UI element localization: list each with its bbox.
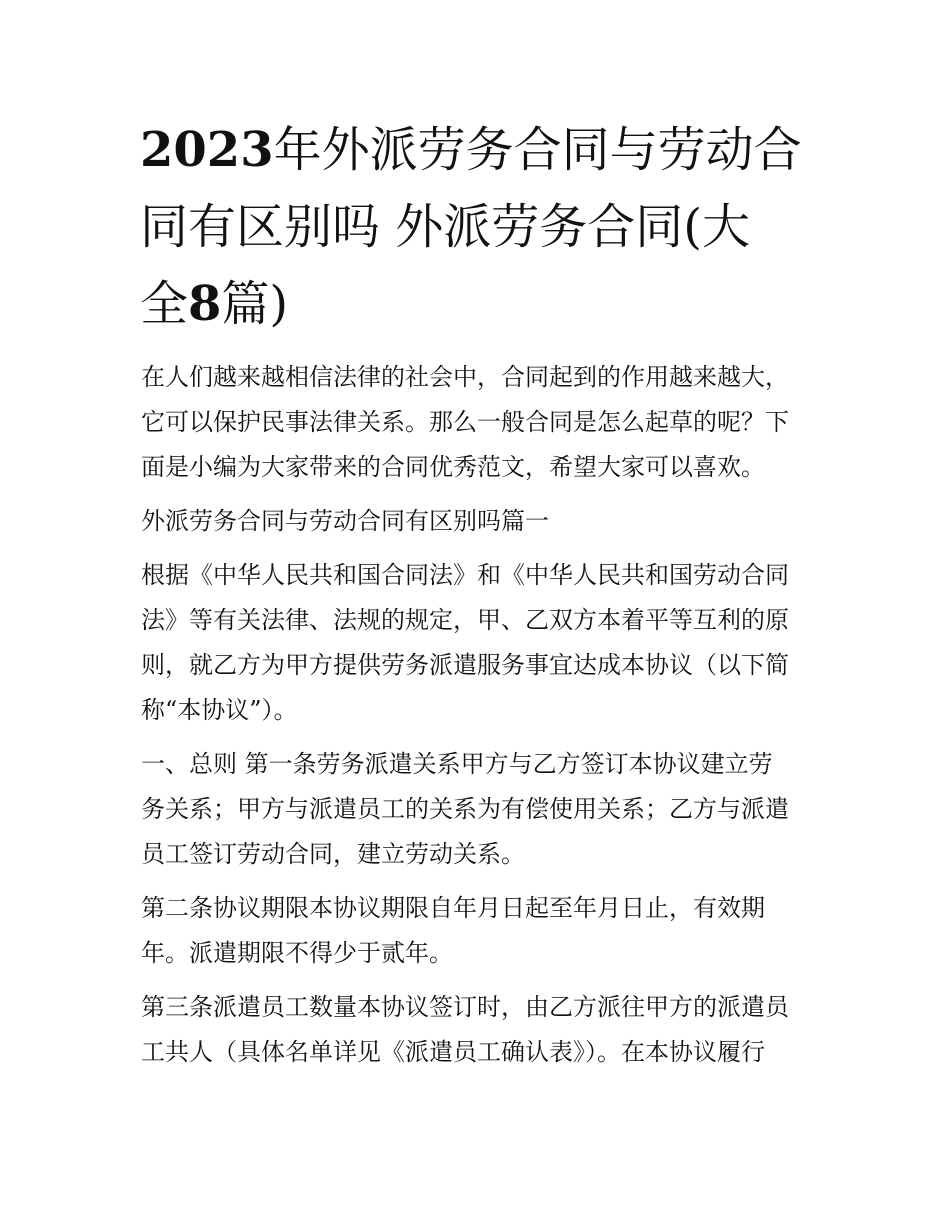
paragraph-intro <box>141 355 821 490</box>
title-line-1 <box>140 112 820 189</box>
text-line: 称“本协议”）。 <box>141 696 298 724</box>
paragraph-article-2 <box>141 886 821 976</box>
text-line: 在人们越来越相信法律的社会中，合同起到的作用越来越大， <box>141 363 789 391</box>
title-count: 8 <box>188 276 222 332</box>
title-line-3 <box>140 266 820 343</box>
text-line: 年。派遣期限不得少于贰年。 <box>141 939 453 967</box>
text-line: 根据《中华人民共和国合同法》和《中华人民共和国劳动合同 <box>141 561 789 589</box>
text-line: 员工签订劳动合同，建立劳动关系。 <box>141 840 525 868</box>
document-body <box>141 355 821 1075</box>
paragraph-article-1 <box>141 742 821 877</box>
text-line: 外派劳务合同与劳动合同有区别吗篇一 <box>141 507 549 535</box>
text-line: 法》等有关法律、法规的规定，甲、乙双方本着平等互利的原 <box>141 606 789 634</box>
title-line-2: 同有区别吗 外派劳务合同(大 <box>140 199 750 255</box>
document-title <box>140 112 820 343</box>
title-year: 2023 <box>140 122 274 178</box>
text-line: 工共人（具体名单详见《派遣员工确认表》）。在本协议履行 <box>141 1038 765 1066</box>
text-line: 第二条协议期限本协议期限自年月日起至年月日止，有效期 <box>141 894 765 922</box>
section-heading <box>141 499 821 544</box>
paragraph-article-3 <box>141 985 821 1075</box>
text-line: 它可以保护民事法律关系。那么一般合同是怎么起草的呢？下 <box>141 408 789 436</box>
text-line: 一、总则 第一条劳务派遣关系甲方与乙方签订本协议建立劳 <box>141 750 773 778</box>
title-line-3-b: 篇) <box>221 276 289 332</box>
paragraph-basis <box>141 553 821 733</box>
text-line: 面是小编为大家带来的合同优秀范文，希望大家可以喜欢。 <box>141 453 765 481</box>
text-line: 第三条派遣员工数量本协议签订时，由乙方派往甲方的派遣员 <box>141 993 789 1021</box>
title-line-1-text: 年外派劳务合同与劳动合 <box>273 122 802 178</box>
text-line: 务关系；甲方与派遣员工的关系为有偿使用关系；乙方与派遣 <box>141 795 789 823</box>
title-line-3-a: 全 <box>140 276 189 332</box>
text-line: 则，就乙方为甲方提供劳务派遣服务事宜达成本协议（以下简 <box>141 651 789 679</box>
